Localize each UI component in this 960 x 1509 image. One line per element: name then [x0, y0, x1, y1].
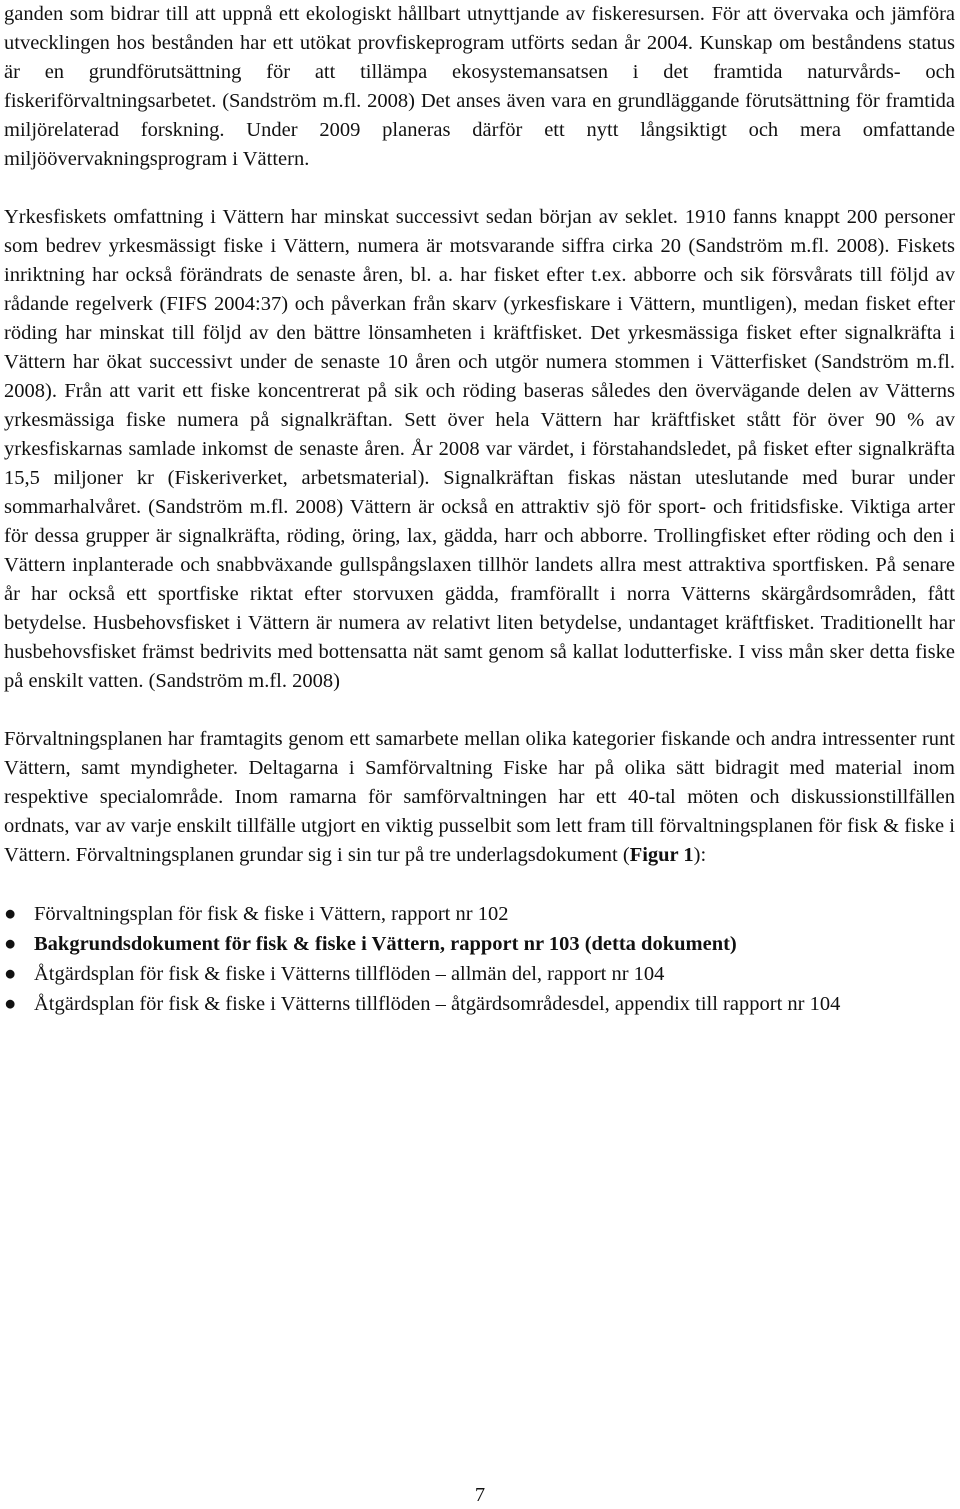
list-item: [4, 899, 955, 929]
list-item: [4, 959, 955, 989]
paragraph-management-plan-text: Förvaltningsplanen har framtagits genom ett samarbete mellan olika kategorier fiskande och andra intressenter runt Vättern, samt myndigheter. Deltagarna i Samförvaltning Fiske har på olika sätt bidragit med material inom respektive specialområde. Inom ramarna för samförvaltningen har ett 40-tal möten och diskussionstillfällen ordnats, var av varje enskilt tillfälle utgjort en viktig pusselbit som lett fram till förvaltningsplanen för fisk & fiske i Vättern. Förvaltningsplanen grundar sig i sin tur på tre underlagsdokument (: [4, 728, 955, 866]
list-item-text: Förvaltningsplan för fisk & fiske i Vättern, rapport nr 102: [34, 903, 509, 925]
list-item: [4, 989, 955, 1019]
page-number: 7: [474, 1484, 486, 1506]
bullet-icon: ●: [4, 903, 17, 925]
figure-reference: Figur 1: [629, 844, 694, 866]
bullet-icon: ●: [4, 963, 17, 985]
list-item-text: Bakgrundsdokument för fisk & fiske i Vättern, rapport nr 103 (detta dokument): [34, 933, 737, 955]
paragraph-management-plan: [4, 725, 955, 870]
paragraph-commercial-fishing: [4, 203, 955, 696]
bullet-icon: ●: [4, 993, 17, 1015]
paragraph-monitoring-text: ganden som bidrar till att uppnå ett ekologiskt hållbart utnyttjande av fiskeresursen. För att övervaka och jämföra utvecklingen hos bestånden har ett utökat provfiskeprogram utförts sedan år 2004. Kunskap om beståndens status är en grundförutsättning för att tillämpa ekosystemansatsen i det framtida naturvårds- och fiskeriförvaltningsarbetet. (Sandström m.fl. 2008) Det anses även vara en grundläggande förutsättning för framtida miljörelaterad forskning. Under 2009 planeras därför ett nytt långsiktigt och mera omfattande miljöövervakningsprogram i Vättern.: [4, 3, 955, 170]
list-item-text: Åtgärdsplan för fisk & fiske i Vätterns tillflöden – allmän del, rapport nr 104: [34, 963, 665, 985]
list-item: [4, 929, 955, 959]
document-page: [4, 0, 955, 1019]
list-item-text: Åtgärdsplan för fisk & fiske i Vätterns tillflöden – åtgärdsområdesdel, appendix till rapport nr 104: [34, 993, 841, 1015]
paragraph-commercial-fishing-text: Yrkesfiskets omfattning i Vättern har minskat successivt sedan början av seklet. 1910 fanns knappt 200 personer som bedrev yrkesmässigt fiske i Vättern, numera är motsvarande siffra cirka 20 (Sandström m.fl. 2008). Fiskets inriktning har också förändrats de senaste åren, bl. a. har fisket efter t.ex. abborre och sik försvårats till följd av rådande regelverk (FIFS 2004:37) och påverkan från skarv (yrkesfiskare i Vättern, muntligen), medan fisket efter röding har minskat till följd av den bättre lönsamheten i kräftfisket. Det yrkesmässiga fisket efter signalkräfta i Vättern har ökat successivt under de senaste 10 åren och utgör numera stommen i Vätterfisket (Sandström m.fl. 2008). Från att varit ett fiske koncentrerat på sik och röding baseras således den övervägande delen av Vätterns yrkesmässiga fiske numera på signalkräftan. Sett över hela Vättern har kräftfisket stått för över 90 % av yrkesfiskarnas samlade inkomst de senaste åren. År 2008 var värdet, i förstahandsledet, på fisket efter signalkräfta 15,5 miljoner kr (Fiskeriverket, arbetsmaterial). Signalkräftan fiskas nästan uteslutande med burar under sommarhalvåret. (Sandström m.fl. 2008) Vättern är också en attraktiv sjö för sport- och fritidsfiske. Viktiga arter för dessa grupper är signalkräfta, röding, öring, lax, gädda, harr och abborre. Trollingfisket efter röding och den i Vättern inplanterade och snabbväxande gullspångslaxen tillhör landets allra mest attraktiva sportfisken. På senare år har också ett sportfiske riktat efter storvuxen gädda, framförallt i norra Vätterns skärgårdsområden, fått betydelse. Husbehovsfisket i Vättern är numera av relativt liten betydelse, undantaget kräftfisket. Traditionellt har husbehovsfisket främst bedrivits med bottensatta nät samt genom så kallat lodutterfiske. I viss mån sker detta fiske på enskilt vatten. (Sandström m.fl. 2008): [4, 206, 955, 692]
underlying-documents-list: [4, 899, 955, 1019]
paragraph-management-plan-end: ):: [693, 844, 707, 866]
paragraph-monitoring: [4, 0, 955, 174]
bullet-icon: ●: [4, 933, 17, 955]
